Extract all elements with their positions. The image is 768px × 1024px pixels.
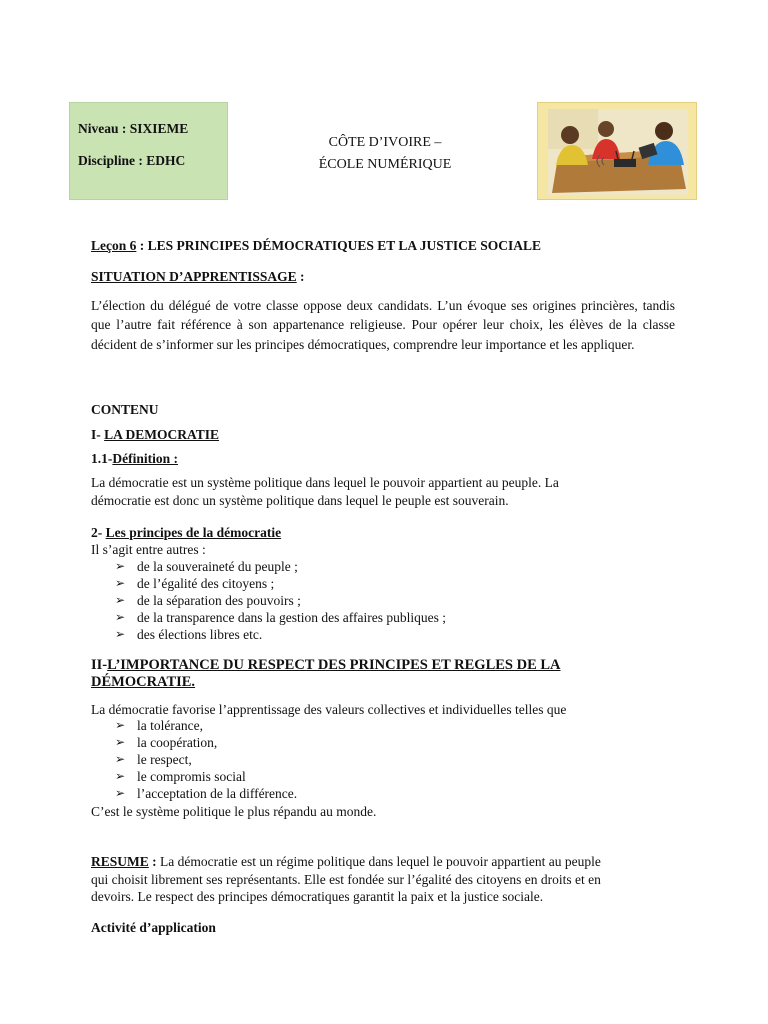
principles-intro: Il s’agit entre autres : [91,542,206,557]
list-item: ➢ des élections libres etc. [115,627,263,642]
arrowhead-bullet-icon: ➢ [115,559,126,573]
list-item: ➢ de la transparence dans la gestion des affaires publiques ; [115,610,447,625]
resume-paragraph: RESUME : La démocratie est un régime politique dans lequel le pouvoir appartient au peuple qui choisit librement ses représentants. Elle est fondée sur l’égalité des citoyens en droits et en devoirs. Le respect des principes démocratiques garantit la paix et la justice sociale. [91,854,601,904]
list-item: ➢ le respect, [115,752,192,767]
level-label: Niveau : SIXIEME [78,121,189,136]
importance-intro: La démocratie favorise l’apprentissage des valeurs collectives et individuelles telles que [91,702,567,717]
section-1-heading: I- LA DEMOCRATIE [91,427,220,442]
arrowhead-bullet-icon: ➢ [115,718,126,732]
values-list [115,717,297,802]
principles-list [115,558,446,643]
arrowhead-bullet-icon: ➢ [115,627,126,641]
arrowhead-bullet-icon: ➢ [115,593,126,607]
contenu-heading: CONTENU [91,402,159,417]
importance-conclusion: C’est le système politique le plus répandu au monde. [91,804,377,819]
list-item: ➢ le compromis social [115,769,246,784]
situation-heading: SITUATION D’APPRENTISSAGE : [91,269,305,284]
document-header-title [240,132,530,176]
section-2-title-line1: L’IMPORTANCE DU RESPECT DES PRINCIPES ET REGLES DE LA [107,657,561,673]
definition-text: La démocratie est un système politique dans lequel le pouvoir appartient au peuple. La démocratie est donc un système politique dans lequel le peuple est souverain. [91,475,559,508]
principles-heading: 2- Les principes de la démocratie [91,525,282,540]
students-with-tablets-image [548,109,688,195]
discipline-label: Discipline : EDHC [78,153,186,168]
lesson-title [91,237,541,255]
list-item: ➢ de la séparation des pouvoirs ; [115,593,301,608]
arrowhead-bullet-icon: ➢ [115,735,126,749]
list-item: ➢ de l’égalité des citoyens ; [115,576,275,591]
header-school: ÉCOLE NUMÉRIQUE [318,157,452,172]
resume-label: RESUME [91,854,149,869]
principles-title: Les principes de la démocratie [105,525,282,540]
lesson-number: Leçon 6 [91,238,137,253]
activity-heading: Activité d’application [91,920,216,935]
list-item: ➢ l’acceptation de la différence. [115,786,298,801]
lesson-name: : LES PRINCIPES DÉMOCRATIQUES ET LA JUSTICE SOCIALE [136,238,541,253]
classroom-illustration [537,102,697,200]
definition-heading: 1.1-Définition : [91,451,178,466]
level-box [69,102,228,200]
definition-title: Définition : [112,451,178,466]
arrowhead-bullet-icon: ➢ [115,769,126,783]
arrowhead-bullet-icon: ➢ [115,610,126,624]
section-2-heading: II-L’IMPORTANCE DU RESPECT DES PRINCIPES ET REGLES DE LA DÉMOCRATIE. [91,657,561,690]
arrowhead-bullet-icon: ➢ [115,786,126,800]
section-2-title-line2: DÉMOCRATIE. [91,674,196,690]
section-1-title: LA DEMOCRATIE [104,427,220,442]
list-item: ➢ la coopération, [115,735,218,750]
list-item: ➢ la tolérance, [115,718,203,733]
situation-text: L’élection du délégué de votre classe oppose deux candidats. L’un évoque ses origines princières, tandis que l’autre fait référence à son appartenance religieuse. Pour opérer leur choix, les élèves de la classe décident de s’informer sur les principes démocratiques, comprendre leur importance et les appliquer. [91,298,675,352]
arrowhead-bullet-icon: ➢ [115,576,126,590]
header-country: CÔTE D’IVOIRE – [328,135,442,150]
situation-heading-text: SITUATION D’APPRENTISSAGE [91,269,297,284]
list-item: ➢ de la souveraineté du peuple ; [115,559,298,574]
arrowhead-bullet-icon: ➢ [115,752,126,766]
